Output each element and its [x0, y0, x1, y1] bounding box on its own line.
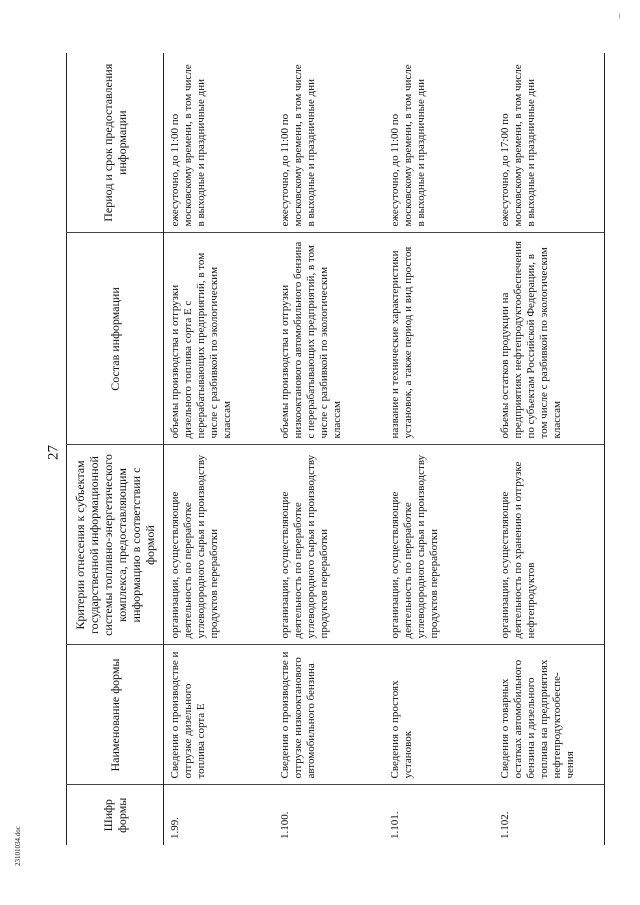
row-name: Сведения о товарных остатках автомобильного бензина и дизельного топлива на предприятиях нефтепродуктообеспе-чения [494, 645, 605, 785]
row-name: Сведения о производстве и отгрузке дизельного топлива сорта Е [164, 645, 275, 785]
header-code: Шифр формы [67, 785, 164, 845]
header-criteria: Критерии отнесения к субъектам государственной информационной системы топливно-энергетического комплекса, предоставляющим информацию в соответствии с формой [67, 445, 164, 645]
row-content: название и технические характеристики установок, а также период и вид простоя [384, 233, 494, 445]
row-code: 1.102. [494, 785, 605, 845]
row-period: ежесуточно, до 17:00 по московскому времени, в том числе в выходные и праздничные дни [494, 53, 605, 233]
header-name: Наименование формы [67, 645, 164, 785]
table-row [384, 53, 494, 845]
table-wrapper [66, 53, 591, 845]
row-criteria: организации, осуществляющие деятельность по переработке углеводородного сырья и производству продуктов переработки [164, 445, 275, 645]
row-name: Сведения о производстве и отгрузке низкооктанового автомобильного бензина [274, 645, 384, 785]
header-content: Состав информации [67, 233, 164, 445]
row-code: 1.100. [274, 785, 384, 845]
page-number: 27 [45, 445, 62, 460]
table-row [274, 53, 384, 845]
row-criteria: организации, осуществляющие деятельность по переработке углеводородного сырья и производству продуктов переработки [274, 445, 384, 645]
row-content: объемы остатков продукции на предприятиях нефтепродуктообеспечения по субъектам Российской Федерации, в том числе с разбивкой по экологическим классам [494, 233, 605, 445]
row-content: объемы производства и отгрузки дизельного топлива сорта Е с перерабатывающих предприятий, в том числе с разбивкой по экологическим классам [164, 233, 275, 445]
table-row [494, 53, 605, 845]
row-period: ежесуточно, до 11:00 по московскому времени, в том числе в выходные и праздничные дни [164, 53, 275, 233]
row-period: ежесуточно, до 11:00 по московскому времени, в том числе в выходные и праздничные дни [274, 53, 384, 233]
margin-mark [619, 13, 620, 19]
table-row [164, 53, 275, 845]
header-period: Период и срок предоставления информации [67, 53, 164, 233]
footer-document-code: 23101034.doc [14, 826, 22, 866]
table-header-row [67, 53, 164, 845]
row-criteria: организации, осуществляющие деятельность по переработке углеводородного сырья и производству продуктов переработки [384, 445, 494, 645]
row-criteria: организации, осуществляющие деятельность по хранению и отгрузке нефтепродуктов [494, 445, 605, 645]
row-code: 1.101. [384, 785, 494, 845]
row-content: объемы производства и отгрузки низкооктанового автомобильного бензина с перерабатывающих предприятий, в том числе с разбивкой по экологическим классам [274, 233, 384, 445]
row-name: Сведения о простоях установок [384, 645, 494, 785]
row-code: 1.99. [164, 785, 275, 845]
row-period: ежесуточно, до 11:00 по московскому времени, в том числе в выходные и праздничные дни [384, 53, 494, 233]
forms-table [66, 53, 605, 845]
